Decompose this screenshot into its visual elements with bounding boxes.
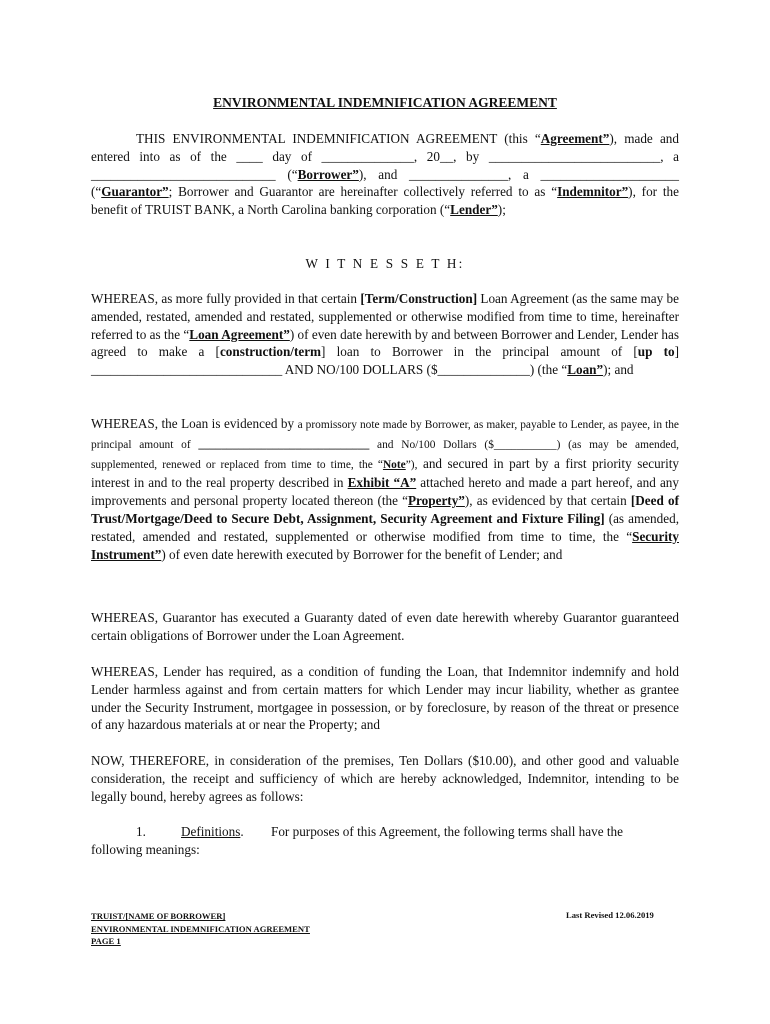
- whereas1-text-4: ] loan to Borrower in the principal amount of [: [321, 344, 638, 360]
- defined-term-lender: Lender”: [450, 202, 498, 218]
- intro-text-6: );: [497, 202, 506, 218]
- construction-term-bracket: construction/term: [219, 344, 322, 360]
- whereas2-small-text-2: and No/100 Dollars ($___________) (as may be amended, supplemented, renewed or replaced from time to time, the “: [91, 438, 679, 471]
- whereas2-text-1: WHEREAS, the Loan is evidenced by: [91, 416, 298, 431]
- whereas2-text-6: ) of even date herewith executed by Borrower for the benefit of Lender; and: [161, 546, 563, 562]
- section-number: 1.: [136, 824, 146, 839]
- defined-term-guarantor: Guarantor”: [101, 184, 169, 200]
- section-heading: [181, 823, 244, 841]
- whereas1-text-1: WHEREAS, as more fully provided in that certain: [91, 291, 361, 306]
- now-therefore-paragraph: NOW, THEREFORE, in consideration of the premises, Ten Dollars ($10.00), and other good and valuable consideration, the receipt and sufficiency of which are hereby acknowledged, Indemnitor, intending to be legally bound, hereby agrees as follows:: [91, 753, 679, 804]
- whereas1-text-5: ] _____________________________ AND NO/100 DOLLARS ($______________) (the “: [91, 344, 680, 378]
- intro-paragraph: [91, 130, 679, 219]
- term-construction-bracket: [Term/Construction]: [360, 291, 478, 306]
- whereas2-text-5: (as amended, restated, amended and restated, supplemented or otherwise modified from time to time, the “: [91, 510, 679, 544]
- whereas1-text-6: ); and: [603, 362, 634, 378]
- intro-text-5: ), for the benefit of TRUIST BANK, a North Carolina banking corporation (“: [91, 184, 679, 218]
- defined-term-security-instrument: Security Instrument”: [91, 528, 679, 562]
- defined-term-note: Note: [382, 458, 406, 471]
- section-heading-period: .: [240, 824, 244, 839]
- principal-amount-blank: ______________________________: [198, 438, 370, 451]
- defined-term-indemnitor: Indemnitor”: [557, 184, 629, 200]
- witnesseth-heading: W I T N E S S E T H:: [305, 256, 465, 271]
- intro-text-3: ), and _______________, a _____________________ (“: [91, 166, 679, 200]
- whereas2-small-text-1: a promissory note made by Borrower, as maker, payable to Lender, as payee, in the principal amount of: [91, 419, 679, 451]
- document-title: ENVIRONMENTAL INDEMNIFICATION AGREEMENT: [213, 95, 557, 110]
- footer-line-2: ENVIRONMENTAL INDEMNIFICATION AGREEMENT: [91, 923, 310, 934]
- up-to-bracket: up to: [637, 344, 675, 360]
- deed-of-trust-bracket: [Deed of Trust/Mortgage/Deed to Secure Debt, Assignment, Security Agreement and Fixture Filing]: [91, 493, 679, 526]
- whereas-indemnify-paragraph: WHEREAS, Lender has required, as a condition of funding the Loan, that Indemnitor indemnify and hold Lender harmless against and from certain matters for which Lender may incur liability, whether as grantee under the Security Instrument, mortgagee in possession, or by foreclosure, by reason of the threat or presence of any hazardous materials at or near the Property; and: [91, 664, 679, 733]
- defined-term-loan-agreement: Loan Agreement”: [189, 326, 290, 342]
- section-1-continuation: following meanings:: [91, 842, 200, 857]
- defined-term-agreement: Agreement”: [540, 131, 610, 146]
- defined-term-loan: Loan”: [567, 362, 604, 378]
- exhibit-a-reference: Exhibit “A”: [347, 475, 417, 491]
- whereas-guaranty-paragraph: WHEREAS, Guarantor has executed a Guaranty dated of even date herewith whereby Guarantor guaranteed certain obligations of Borrower under the Loan Agreement.: [91, 610, 679, 643]
- section-heading-text: Definitions: [181, 824, 241, 839]
- intro-text-4: ; Borrower and Guarantor are hereinafter collectively referred to as “: [168, 184, 558, 200]
- intro-text-2: ), made and entered into as of the ____ day of ______________, 20__, by __________________________, a ____________________________ (“: [91, 131, 679, 182]
- footer-line-1: TRUIST/[NAME OF BORROWER]: [91, 911, 226, 921]
- whereas2-text-3: attached hereto and made a part hereof, and any improvements and personal property located thereon (the “: [91, 475, 679, 509]
- defined-term-property: Property”: [408, 493, 465, 509]
- whereas-loan-agreement-paragraph: [91, 290, 679, 379]
- whereas2-text-4: ), as evidenced by that certain: [464, 493, 631, 509]
- footer-page-number: PAGE 1: [91, 936, 121, 947]
- whereas-note-paragraph: [91, 415, 679, 563]
- whereas2-text-2: and secured in part by a first priority security interest in and to the real property described in: [91, 455, 679, 491]
- defined-term-borrower: Borrower”: [297, 166, 359, 182]
- whereas2-small-text-3: ”),: [405, 458, 418, 471]
- footer-last-revised: Last Revised 12.06.2019: [566, 910, 654, 920]
- whereas1-text-3: ) of even date herewith by and between Borrower and Lender, Lender has agreed to make a [: [91, 326, 680, 360]
- footer-left: [91, 910, 310, 948]
- intro-text-1: THIS ENVIRONMENTAL INDEMNIFICATION AGREEMENT (this “: [136, 131, 541, 146]
- section-text: For purposes of this Agreement, the following terms shall have the: [271, 824, 623, 839]
- whereas1-text-2: Loan Agreement (as the same may be amended, restated, amended and restated, supplemented or otherwise modified from time to time, hereinafter referred to as the “: [91, 291, 680, 342]
